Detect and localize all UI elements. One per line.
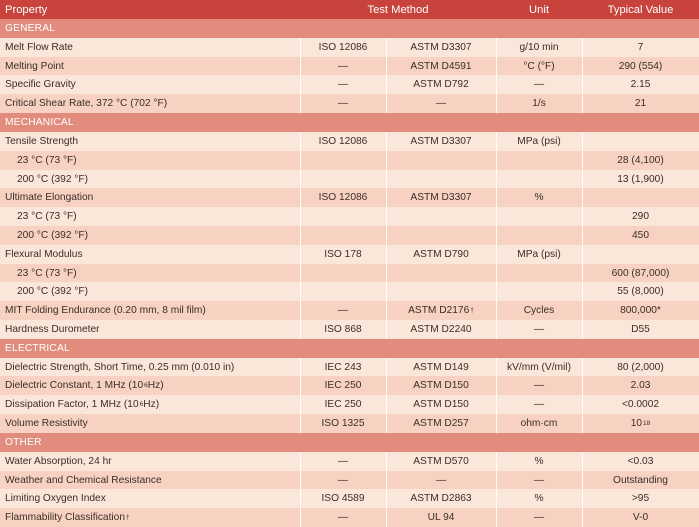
property-cell: Hardness Durometer bbox=[5, 324, 100, 335]
column-divider bbox=[582, 376, 583, 395]
column-divider bbox=[386, 94, 387, 113]
column-divider bbox=[582, 57, 583, 75]
property-cell: Flexural Modulus bbox=[5, 249, 83, 260]
column-divider bbox=[300, 207, 301, 226]
sub-row bbox=[0, 170, 699, 188]
value-cell: 21 bbox=[634, 98, 647, 109]
column-divider bbox=[582, 508, 583, 527]
column-divider bbox=[386, 264, 387, 282]
column-divider bbox=[582, 489, 583, 508]
value-cell: 800,000* bbox=[620, 305, 661, 316]
column-divider bbox=[496, 264, 497, 282]
iso-method-cell: ISO 12086 bbox=[318, 42, 368, 53]
section-row bbox=[0, 113, 699, 132]
column-divider bbox=[386, 471, 387, 489]
column-divider bbox=[300, 57, 301, 75]
column-divider bbox=[496, 94, 497, 113]
section-label: MECHANICAL bbox=[5, 117, 74, 128]
sub-row bbox=[0, 226, 699, 245]
header-typical-value: Typical Value bbox=[607, 3, 674, 16]
iso-method-cell: ISO 12086 bbox=[318, 136, 368, 147]
column-divider bbox=[496, 151, 497, 170]
iso-method-cell: ISO 4589 bbox=[321, 493, 365, 504]
column-divider bbox=[496, 471, 497, 489]
value-cell: 28 (4,100) bbox=[617, 155, 664, 166]
astm-method-cell: ASTM D2863 bbox=[410, 493, 472, 504]
header-property: Property bbox=[5, 3, 48, 16]
value-cell: Outstanding bbox=[613, 474, 668, 486]
table-row bbox=[0, 489, 699, 508]
section-row bbox=[0, 19, 699, 38]
iso-method-cell: ISO 12086 bbox=[318, 192, 368, 203]
column-divider bbox=[496, 207, 497, 226]
value-cell bbox=[582, 132, 699, 151]
value-cell: <0.0002 bbox=[621, 399, 660, 410]
astm-method-cell bbox=[386, 207, 496, 226]
column-divider bbox=[300, 94, 301, 113]
iso-method-cell: — bbox=[337, 60, 349, 72]
value-cell: >95 bbox=[631, 493, 650, 504]
column-divider bbox=[582, 226, 583, 245]
unit-cell: — bbox=[533, 474, 545, 486]
column-divider bbox=[386, 414, 387, 433]
property-cell: Specific Gravity bbox=[5, 79, 76, 90]
table-row bbox=[0, 75, 699, 94]
property-cell: Melt Flow Rate bbox=[5, 42, 73, 53]
column-divider bbox=[386, 489, 387, 508]
value-cell: 7 bbox=[637, 42, 644, 53]
column-divider bbox=[582, 301, 583, 320]
astm-method-cell: ASTM D4591 bbox=[410, 60, 472, 72]
column-divider bbox=[582, 320, 583, 339]
column-divider bbox=[386, 38, 387, 57]
column-divider bbox=[386, 282, 387, 301]
unit-cell: % bbox=[534, 456, 544, 467]
column-divider bbox=[496, 414, 497, 433]
column-divider bbox=[300, 226, 301, 245]
astm-method-cell: ASTM D3307 bbox=[410, 192, 472, 203]
column-divider bbox=[386, 188, 387, 207]
value-cell: 450 bbox=[632, 230, 649, 241]
iso-method-cell: — bbox=[337, 456, 349, 467]
property-cell: Melting Point bbox=[5, 60, 64, 72]
astm-method-cell: ASTM D257 bbox=[413, 418, 469, 429]
property-cell: 23 °C (73 °F) bbox=[17, 155, 77, 166]
iso-method-cell: IEC 250 bbox=[324, 380, 362, 391]
property-cell: 200 °C (392 °F) bbox=[17, 286, 88, 297]
iso-method-cell: ISO 1325 bbox=[321, 418, 365, 429]
column-divider bbox=[386, 132, 387, 151]
unit-cell bbox=[496, 282, 582, 301]
property-cell: 200 °C (392 °F) bbox=[17, 173, 88, 185]
column-divider bbox=[386, 395, 387, 414]
value-cell bbox=[582, 188, 699, 207]
column-divider bbox=[300, 75, 301, 94]
column-divider bbox=[582, 264, 583, 282]
iso-method-cell: — bbox=[337, 474, 349, 486]
unit-cell: — bbox=[533, 399, 545, 410]
column-divider bbox=[300, 301, 301, 320]
unit-cell bbox=[496, 226, 582, 245]
table-row bbox=[0, 132, 699, 151]
column-divider bbox=[582, 414, 583, 433]
iso-method-cell: — bbox=[337, 512, 349, 523]
column-divider bbox=[300, 395, 301, 414]
table-row bbox=[0, 508, 699, 527]
sub-row bbox=[0, 282, 699, 301]
astm-method-cell: UL 94 bbox=[427, 512, 455, 523]
column-divider bbox=[496, 132, 497, 151]
column-divider bbox=[496, 489, 497, 508]
section-label: ELECTRICAL bbox=[5, 343, 70, 354]
iso-method-cell: — bbox=[337, 305, 349, 316]
astm-method-cell: ASTM D3307 bbox=[410, 42, 472, 53]
column-divider bbox=[582, 94, 583, 113]
iso-method-cell: ISO 178 bbox=[324, 249, 362, 260]
astm-method-cell: — bbox=[435, 474, 447, 486]
property-cell: Weather and Chemical Resistance bbox=[5, 474, 162, 486]
column-divider bbox=[386, 301, 387, 320]
property-cell: 23 °C (73 °F) bbox=[17, 211, 77, 222]
column-divider bbox=[496, 301, 497, 320]
property-cell: 23 °C (73 °F) bbox=[17, 267, 77, 279]
column-divider bbox=[582, 471, 583, 489]
column-divider bbox=[496, 282, 497, 301]
column-divider bbox=[496, 358, 497, 376]
value-cell: 2.03 bbox=[630, 380, 651, 391]
table-row bbox=[0, 94, 699, 113]
table-row bbox=[0, 301, 699, 320]
astm-method-cell: — bbox=[435, 98, 447, 109]
astm-method-cell: ASTM D792 bbox=[413, 79, 469, 90]
column-divider bbox=[386, 226, 387, 245]
property-cell: Dielectric Strength, Short Time, 0.25 mm (0.010 in) bbox=[5, 361, 235, 373]
column-divider bbox=[300, 414, 301, 433]
property-cell: Tensile Strength bbox=[5, 136, 79, 147]
column-divider bbox=[386, 376, 387, 395]
table-row bbox=[0, 358, 699, 376]
column-divider bbox=[386, 320, 387, 339]
astm-method-cell: ASTM D790 bbox=[413, 249, 469, 260]
table-row bbox=[0, 414, 699, 433]
section-label: OTHER bbox=[5, 437, 42, 448]
property-cell: Dielectric Constant, 1 MHz (10 6 Hz) bbox=[5, 380, 164, 391]
column-divider bbox=[582, 75, 583, 94]
table-row bbox=[0, 57, 699, 75]
iso-method-cell bbox=[300, 264, 386, 282]
column-divider bbox=[386, 170, 387, 188]
astm-method-cell: ASTM D3307 bbox=[410, 136, 472, 147]
astm-method-cell: ASTM D150 bbox=[413, 380, 469, 391]
column-divider bbox=[582, 38, 583, 57]
value-cell: 290 (554) bbox=[618, 60, 663, 72]
iso-method-cell bbox=[300, 207, 386, 226]
value-cell: V-0 bbox=[632, 512, 649, 523]
unit-cell bbox=[496, 207, 582, 226]
table-row bbox=[0, 38, 699, 57]
value-cell: 80 (2,000) bbox=[617, 361, 664, 373]
value-cell: 10 18 bbox=[630, 418, 651, 429]
iso-method-cell bbox=[300, 282, 386, 301]
property-cell: 200 °C (392 °F) bbox=[17, 230, 88, 241]
column-divider bbox=[300, 38, 301, 57]
column-divider bbox=[582, 395, 583, 414]
column-divider bbox=[300, 320, 301, 339]
column-divider bbox=[496, 57, 497, 75]
column-divider bbox=[300, 508, 301, 527]
astm-method-cell: ASTM D149 bbox=[413, 361, 469, 373]
column-divider bbox=[386, 151, 387, 170]
column-divider bbox=[300, 188, 301, 207]
iso-method-cell bbox=[300, 170, 386, 188]
unit-cell: g/10 min bbox=[519, 42, 559, 53]
column-divider bbox=[300, 471, 301, 489]
column-divider bbox=[582, 358, 583, 376]
iso-method-cell: — bbox=[337, 79, 349, 90]
column-divider bbox=[496, 452, 497, 471]
column-divider bbox=[386, 508, 387, 527]
value-cell: <0.03 bbox=[627, 456, 654, 467]
column-divider bbox=[300, 489, 301, 508]
column-divider bbox=[582, 245, 583, 264]
property-cell: Flammability Classification † bbox=[5, 512, 130, 523]
astm-method-cell bbox=[386, 170, 496, 188]
column-divider bbox=[386, 358, 387, 376]
iso-method-cell bbox=[300, 151, 386, 170]
iso-method-cell: IEC 243 bbox=[324, 361, 362, 373]
column-divider bbox=[496, 188, 497, 207]
column-divider bbox=[582, 170, 583, 188]
column-divider bbox=[300, 376, 301, 395]
column-divider bbox=[496, 75, 497, 94]
column-divider bbox=[300, 170, 301, 188]
column-divider bbox=[496, 395, 497, 414]
unit-cell: % bbox=[534, 493, 544, 504]
sub-row bbox=[0, 151, 699, 170]
header-test-method: Test Method bbox=[367, 3, 429, 16]
property-cell: Volume Resistivity bbox=[5, 418, 88, 429]
column-divider bbox=[496, 320, 497, 339]
astm-method-cell: ASTM D2176 † bbox=[408, 305, 474, 316]
unit-cell: ohm·cm bbox=[520, 418, 558, 429]
column-divider bbox=[300, 132, 301, 151]
column-divider bbox=[300, 358, 301, 376]
column-divider bbox=[582, 207, 583, 226]
column-divider bbox=[300, 151, 301, 170]
unit-cell: 1/s bbox=[532, 98, 546, 109]
astm-method-cell bbox=[386, 264, 496, 282]
column-divider bbox=[386, 75, 387, 94]
column-divider bbox=[496, 508, 497, 527]
astm-method-cell bbox=[386, 226, 496, 245]
unit-cell: °C (°F) bbox=[523, 60, 555, 72]
column-divider bbox=[496, 376, 497, 395]
header-unit: Unit bbox=[529, 3, 549, 16]
unit-cell: — bbox=[533, 79, 545, 90]
value-cell: 600 (87,000) bbox=[611, 267, 670, 279]
column-divider bbox=[582, 188, 583, 207]
column-divider bbox=[582, 132, 583, 151]
column-divider bbox=[386, 57, 387, 75]
table-row bbox=[0, 245, 699, 264]
unit-cell bbox=[496, 151, 582, 170]
unit-cell: — bbox=[533, 380, 545, 391]
sub-row bbox=[0, 264, 699, 282]
astm-method-cell: ASTM D150 bbox=[413, 399, 469, 410]
unit-cell: MPa (psi) bbox=[517, 249, 561, 260]
column-divider bbox=[496, 226, 497, 245]
section-label: GENERAL bbox=[5, 23, 56, 34]
column-divider bbox=[496, 245, 497, 264]
table-row bbox=[0, 320, 699, 339]
unit-cell: — bbox=[533, 324, 545, 335]
unit-cell: % bbox=[534, 192, 544, 203]
column-divider bbox=[386, 207, 387, 226]
column-divider bbox=[300, 452, 301, 471]
value-cell bbox=[582, 245, 699, 264]
value-cell: 55 (8,000) bbox=[617, 286, 664, 297]
iso-method-cell: IEC 250 bbox=[324, 399, 362, 410]
unit-cell bbox=[496, 170, 582, 188]
astm-method-cell bbox=[386, 282, 496, 301]
value-cell: 13 (1,900) bbox=[617, 173, 664, 185]
table-row bbox=[0, 376, 699, 395]
unit-cell: MPa (psi) bbox=[517, 136, 561, 147]
property-cell: Limiting Oxygen Index bbox=[5, 493, 106, 504]
column-divider bbox=[582, 282, 583, 301]
table-row bbox=[0, 188, 699, 207]
column-divider bbox=[300, 245, 301, 264]
astm-method-cell: ASTM D2240 bbox=[410, 324, 472, 335]
iso-method-cell bbox=[300, 226, 386, 245]
property-cell: Ultimate Elongation bbox=[5, 192, 94, 203]
iso-method-cell: ISO 868 bbox=[324, 324, 362, 335]
value-cell: D55 bbox=[631, 324, 650, 335]
astm-method-cell bbox=[386, 151, 496, 170]
section-row bbox=[0, 339, 699, 358]
iso-method-cell: — bbox=[337, 98, 349, 109]
table-row bbox=[0, 395, 699, 414]
unit-cell: kV/mm (V/mil) bbox=[507, 361, 571, 373]
table-row bbox=[0, 452, 699, 471]
value-cell: 2.15 bbox=[630, 79, 651, 90]
section-row bbox=[0, 433, 699, 452]
column-divider bbox=[300, 282, 301, 301]
column-divider bbox=[496, 38, 497, 57]
astm-method-cell: ASTM D570 bbox=[413, 456, 469, 467]
unit-cell bbox=[496, 264, 582, 282]
column-divider bbox=[386, 245, 387, 264]
column-divider bbox=[300, 264, 301, 282]
property-cell: MIT Folding Endurance (0.20 mm, 8 mil film) bbox=[5, 305, 206, 316]
unit-cell: — bbox=[533, 512, 545, 523]
column-divider bbox=[386, 452, 387, 471]
column-divider bbox=[582, 452, 583, 471]
property-cell: Dissipation Factor, 1 MHz (10 6 Hz) bbox=[5, 399, 160, 410]
column-divider bbox=[496, 170, 497, 188]
sub-row bbox=[0, 207, 699, 226]
table-row bbox=[0, 471, 699, 489]
property-cell: Critical Shear Rate, 372 °C (702 °F) bbox=[5, 98, 168, 109]
property-cell: Water Absorption, 24 hr bbox=[5, 456, 112, 467]
column-divider bbox=[582, 151, 583, 170]
table-header bbox=[0, 0, 699, 19]
unit-cell: Cycles bbox=[523, 305, 555, 316]
value-cell: 290 bbox=[632, 211, 649, 222]
